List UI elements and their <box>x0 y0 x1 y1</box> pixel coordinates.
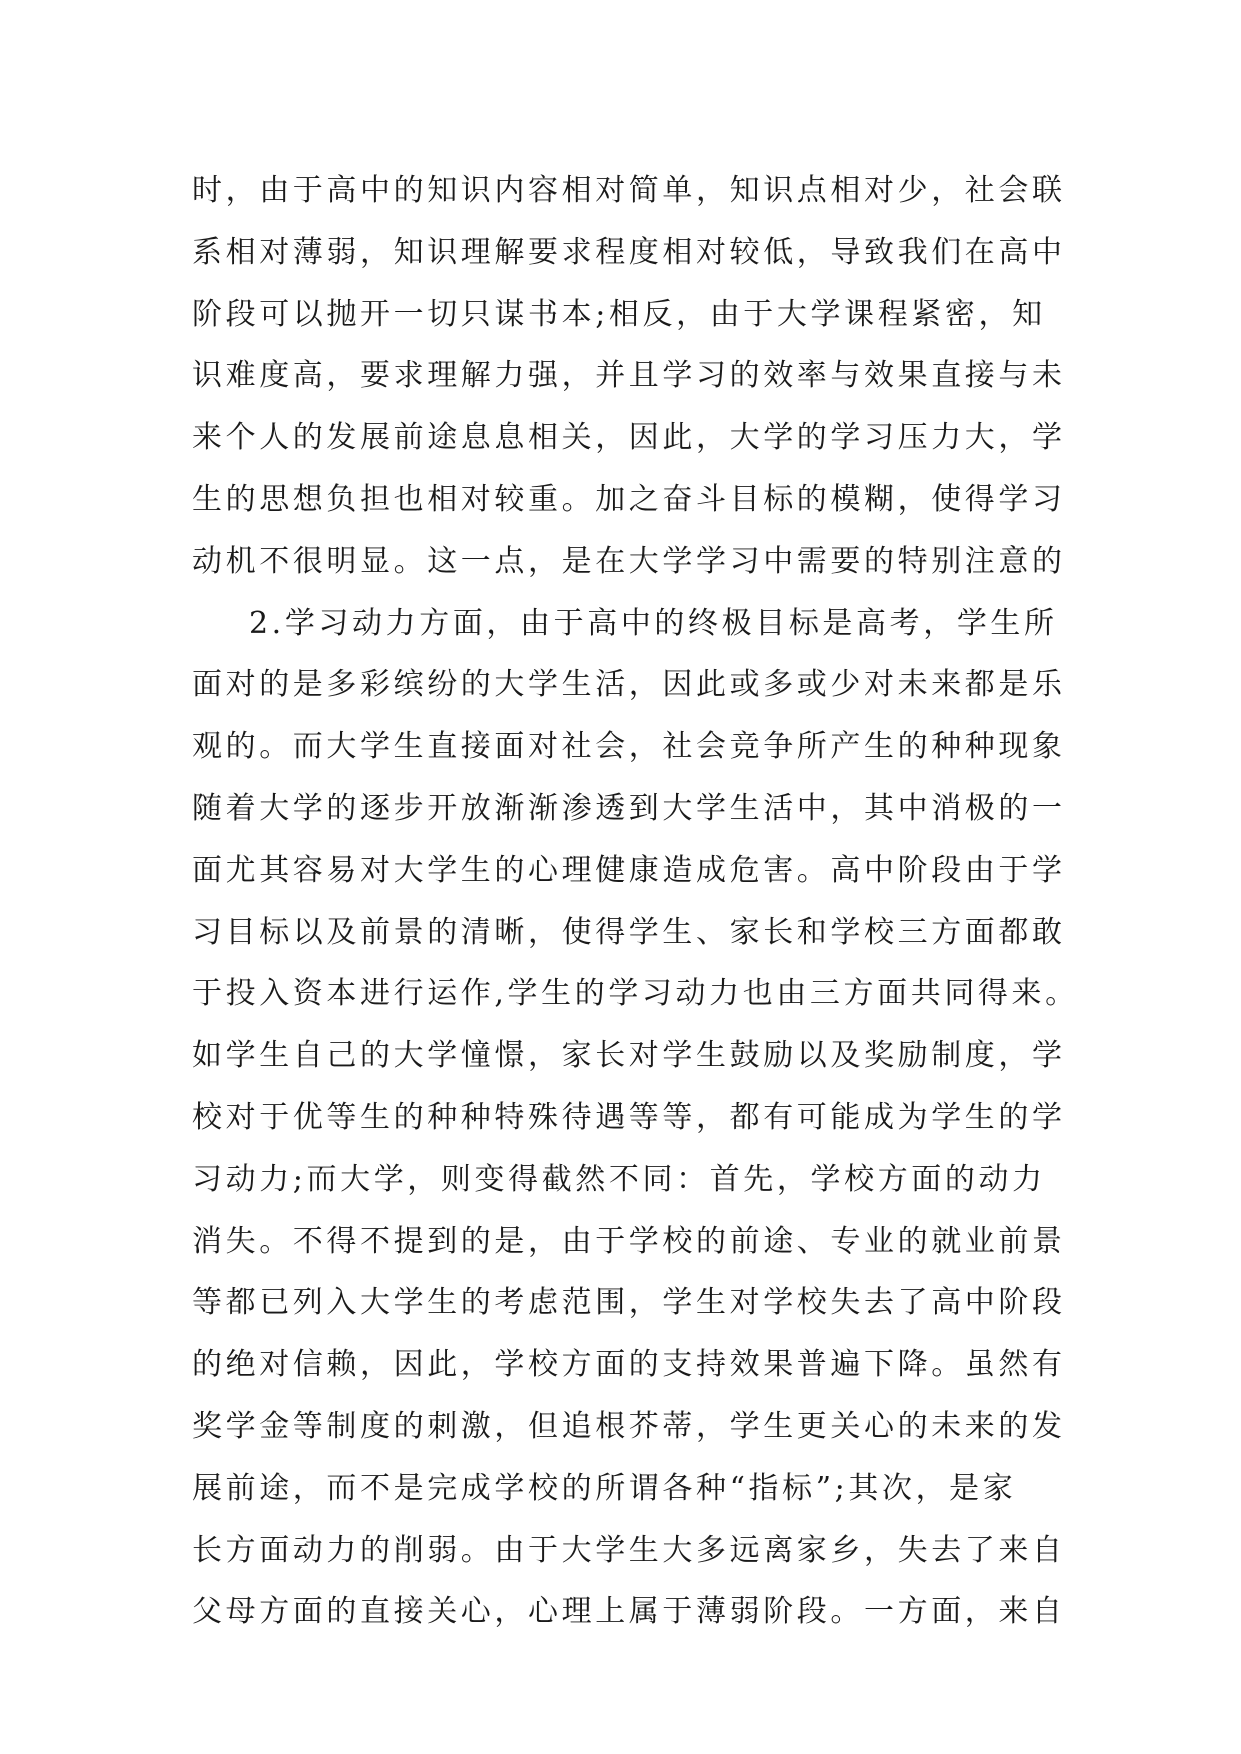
text-line: 阶段可以抛开一切只谋书本;相反，由于大学课程紧密，知 <box>192 296 1046 332</box>
text-line: 动机不很明显。这一点，是在大学学习中需要的特别注意的 <box>192 543 1066 579</box>
text-line: 校对于优等生的种种特殊待遇等等，都有可能成为学生的学 <box>192 1099 1066 1135</box>
text-line: 消失。不得不提到的是，由于学校的前途、专业的就业前景 <box>192 1223 1066 1259</box>
text-line: 等都已列入大学生的考虑范围，学生对学校失去了高中阶段 <box>192 1285 1066 1321</box>
text-line: 系相对薄弱，知识理解要求程度相对较低，导致我们在高中 <box>192 234 1066 270</box>
paragraph-start-line: 2.学习动力方面，由于高中的终极目标是高考，学生所 <box>249 605 1058 641</box>
text-line: 父母方面的直接关心，心理上属于薄弱阶段。一方面，来自 <box>192 1594 1066 1630</box>
text-line: 如学生自己的大学憧憬，家长对学生鼓励以及奖励制度，学 <box>192 1038 1066 1074</box>
text-line: 于投入资本进行运作,学生的学习动力也由三方面共同得来。 <box>192 976 1079 1012</box>
text-line: 习动力;而大学，则变得截然不同：首先，学校方面的动力 <box>192 1161 1046 1197</box>
text-line: 展前途，而不是完成学校的所谓各种“指标”;其次，是家 <box>192 1470 1017 1506</box>
text-line: 面对的是多彩缤纷的大学生活，因此或多或少对未来都是乐 <box>192 667 1066 703</box>
text-line: 长方面动力的削弱。由于大学生大多远离家乡，失去了来自 <box>192 1532 1066 1568</box>
text-line: 观的。而大学生直接面对社会，社会竞争所产生的种种现象 <box>192 729 1066 765</box>
text-line: 习目标以及前景的清晰，使得学生、家长和学校三方面都敢 <box>192 914 1066 950</box>
text-line: 的绝对信赖，因此，学校方面的支持效果普遍下降。虽然有 <box>192 1347 1066 1383</box>
text-line: 随着大学的逐步开放渐渐渗透到大学生活中，其中消极的一 <box>192 790 1066 826</box>
body-text <box>192 160 1079 1643</box>
text-line: 奖学金等制度的刺激，但追根芥蒂，学生更关心的未来的发 <box>192 1408 1066 1444</box>
text-line: 时，由于高中的知识内容相对简单，知识点相对少，社会联 <box>192 173 1066 208</box>
text-line: 来个人的发展前途息息相关，因此，大学的学习压力大，学 <box>192 420 1066 456</box>
text-line: 面尤其容易对大学生的心理健康造成危害。高中阶段由于学 <box>192 852 1066 888</box>
text-line: 识难度高，要求理解力强，并且学习的效率与效果直接与未 <box>192 358 1066 394</box>
text-line: 生的思想负担也相对较重。加之奋斗目标的模糊，使得学习 <box>192 481 1066 517</box>
